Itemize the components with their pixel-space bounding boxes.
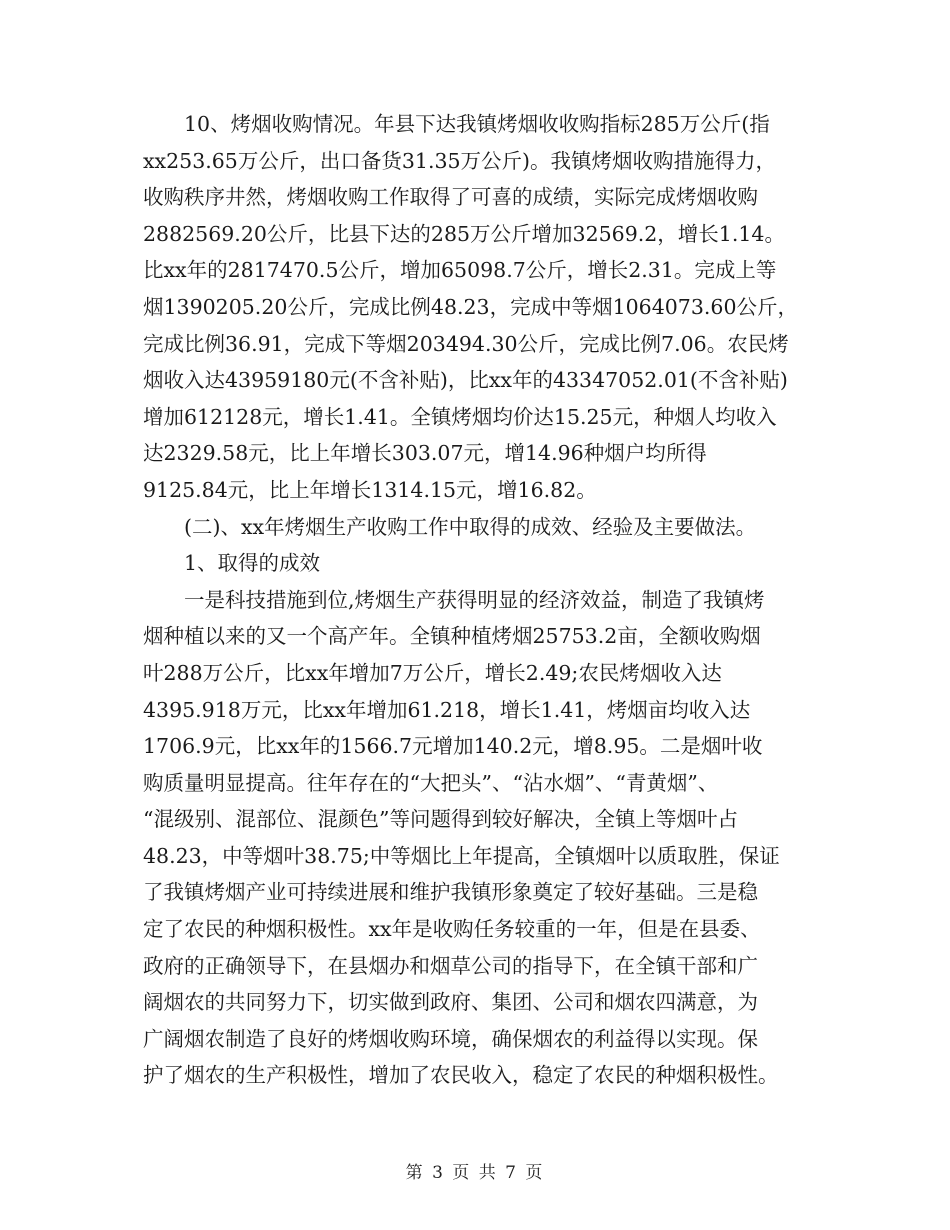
text-line: 定了农民的种烟积极性。xx年是收购任务较重的一年，但是在县委、 — [143, 917, 761, 942]
text-line: 48.23，中等烟叶38.75;中等烟比上年提高，全镇烟叶以质取胜，保证 — [143, 843, 780, 868]
text-line: 2882569.20公斤，比县下达的285万公斤增加32569.2，增长1.14。 — [143, 221, 785, 246]
subsection-heading: 1、取得的成效 — [184, 551, 321, 576]
section-heading: (二)、xx年烤烟生产收购工作中取得的成效、经验及主要做法。 — [184, 514, 757, 539]
text-line: 9125.84元，比上年增长1314.15元，增16.82。 — [143, 477, 597, 502]
text-line: 完成比例36.91，完成下等烟203494.30公斤，完成比例7.06。农民烤 — [143, 331, 789, 356]
text-line: 政府的正确领导下，在县烟办和烟草公司的指导下，在全镇干部和广 — [143, 953, 758, 978]
text-line: 烟种植以来的又一个高产年。全镇种植烤烟25753.2亩，全额收购烟 — [143, 624, 761, 649]
text-line: 收购秩序井然，烤烟收购工作取得了可喜的成绩，实际完成烤烟收购 — [143, 185, 758, 210]
text-line: 烟收入达43959180元(不含补贴)，比xx年的43347052.01(不含补贴) — [143, 368, 788, 393]
text-line: xx253.65万公斤，出口备货31.35万公斤)。我镇烤烟收购措施得力， — [143, 148, 777, 173]
text-line: 购质量明显提高。往年存在的“大把头”、“沾水烟”、“青黄烟”、 — [143, 770, 719, 795]
text-line: 烟1390205.20公斤，完成比例48.23，完成中等烟1064073.60公斤， — [143, 294, 798, 319]
text-line: 了我镇烤烟产业可持续进展和维护我镇形象奠定了较好基础。三是稳 — [143, 880, 758, 905]
text-line: 广阔烟农制造了良好的烤烟收购环境，确保烟农的利益得以实现。保 — [143, 1026, 758, 1051]
text-line: 护了烟农的生产积极性，增加了农民收入，稳定了农民的种烟积极性。 — [143, 1063, 779, 1088]
text-line: 一是科技措施到位,烤烟生产获得明显的经济效益，制造了我镇烤 — [184, 587, 765, 612]
text-line: 1706.9元，比xx年的1566.7元增加140.2元，增8.95。二是烟叶收 — [143, 734, 763, 759]
text-line: 叶288万公斤，比xx年增加7万公斤，增长2.49;农民烤烟收入达 — [143, 660, 722, 685]
text-line: 10、烤烟收购情况。年县下达我镇烤烟收收购指标285万公斤(指 — [184, 112, 770, 136]
text-line: “混级别、混部位、混颜色”等问题得到较好解决，全镇上等烟叶占 — [143, 807, 738, 832]
text-line: 增加612128元，增长1.41。全镇烤烟均价达15.25元，种烟人均收入 — [143, 404, 777, 429]
text-line: 阔烟农的共同努力下，切实做到政府、集团、公司和烟农四满意，为 — [143, 990, 758, 1015]
text-line: 比xx年的2817470.5公斤，增加65098.7公斤，增长2.31。完成上等 — [143, 258, 777, 283]
text-line: 达2329.58元，比上年增长303.07元，增14.96种烟户均所得 — [143, 441, 707, 466]
document-body — [143, 106, 811, 1094]
page-number-footer: 第 3 页 共 7 页 — [405, 1163, 545, 1183]
text-line: 4395.918万元，比xx年增加61.218，增长1.41，烤烟亩均收入达 — [143, 697, 751, 722]
